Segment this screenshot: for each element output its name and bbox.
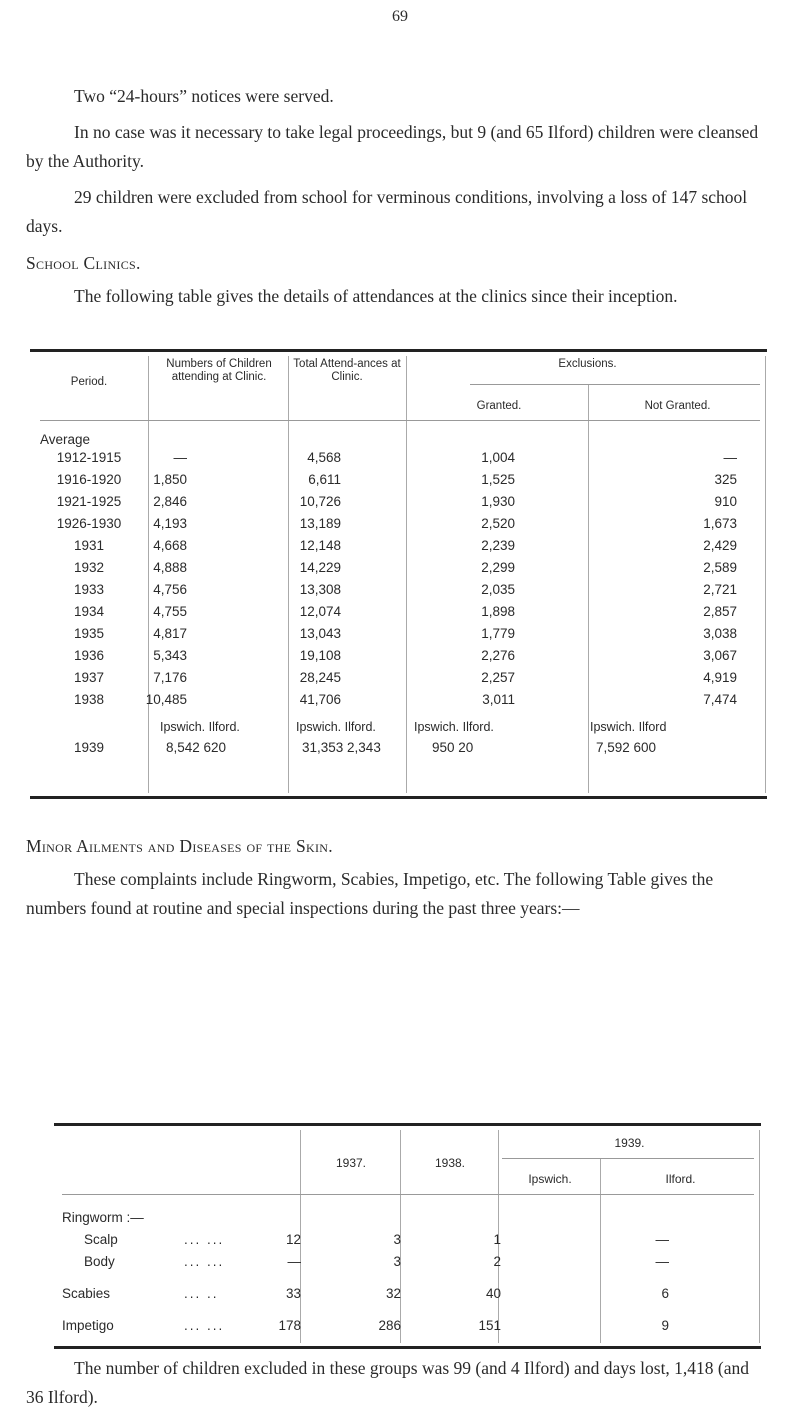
table-row: Body ... ... — 3 2 — (84, 1254, 669, 1269)
table-row: Scalp ... ... 12 3 1 — (84, 1232, 669, 1247)
table-row-1939: 1939 8,542 620 31,353 2,343 950 20 7,592 600 (73, 740, 657, 755)
header-numbers: Numbers of Children attending at Clinic. (166, 358, 272, 383)
header-ilford: Ilford. (665, 1172, 696, 1186)
table-row: 1937 7,176 28,245 2,257 4,919 (73, 670, 737, 685)
ringworm-label: Ringworm :— (62, 1210, 144, 1225)
clinic-attendance-table (30, 349, 767, 799)
paragraph-clinics-intro: The following table gives the details of attendances at the clinics since their inception. (74, 286, 678, 306)
skin-diseases-table (54, 1123, 761, 1349)
header-ipswich: Ipswich. (528, 1172, 572, 1186)
page-number: 69 (392, 8, 408, 25)
table-row: 1916-1920 1,850 6,611 1,525 325 (56, 472, 737, 487)
paragraph-legal-proceedings: In no case was it necessary to take legal proceedings, but 9 (and 65 Ilford) children were cleansed by the Authority. (26, 122, 759, 171)
header-1938: 1938. (434, 1156, 466, 1170)
table-row: 1932 4,888 14,229 2,299 2,589 (73, 560, 737, 575)
table-row: 1938 10,485 41,706 3,011 7,474 (73, 692, 737, 707)
header-period: Period. (70, 376, 108, 388)
header-1939: 1939. (614, 1136, 645, 1150)
paragraph-excluded-summary: The number of children excluded in these groups was 99 (and 4 Ilford) and days lost, 1,418 (and 36 Ilford). (26, 1358, 750, 1407)
header-not-granted: Not Granted. (644, 400, 711, 412)
paragraph-notices: Two “24-hours” notices were served. (74, 86, 334, 106)
header-1937: 1937. (335, 1156, 367, 1170)
heading-minor-ailments: Minor Ailments and Diseases of the Skin. (26, 836, 333, 856)
table-row: Scabies ... .. 33 32 40 6 (62, 1286, 669, 1301)
table-row: 1936 5,343 19,108 2,276 3,067 (73, 648, 737, 663)
table-row: Impetigo ... ... 178 286 151 9 (62, 1318, 669, 1333)
table-row: 1935 4,817 13,043 1,779 3,038 (73, 626, 737, 641)
table-row: 1921-1925 2,846 10,726 1,930 910 (56, 494, 737, 509)
paragraph-exclusions: 29 children were excluded from school for verminous conditions, involving a loss of 147 school days. (26, 187, 748, 236)
table-row: 1933 4,756 13,308 2,035 2,721 (73, 582, 737, 597)
header-total: Total Attend-ances at Clinic. (293, 358, 401, 383)
header-granted: Granted. (476, 400, 522, 412)
paragraph-ailments-intro: These complaints include Ringworm, Scabies, Impetigo, etc. The following Table gives the numbers found at routine and special inspections during the past three years:— (26, 869, 714, 918)
table-row: 1912-1915 — 4,568 1,004 — (56, 450, 737, 465)
average-label: Average (40, 432, 91, 447)
table-row: 1926-1930 4,193 13,189 2,520 1,673 (56, 516, 737, 531)
table-row: 1931 4,668 12,148 2,239 2,429 (73, 538, 737, 553)
heading-school-clinics: School Clinics. (26, 253, 141, 273)
table-row-1939-subheaders: Ipswich. Ilford. Ipswich. Ilford. Ipswich. Ilford. Ipswich. Ilford (160, 720, 667, 734)
table-row: 1934 4,755 12,074 1,898 2,857 (73, 604, 737, 619)
header-exclusions: Exclusions. (558, 358, 617, 370)
